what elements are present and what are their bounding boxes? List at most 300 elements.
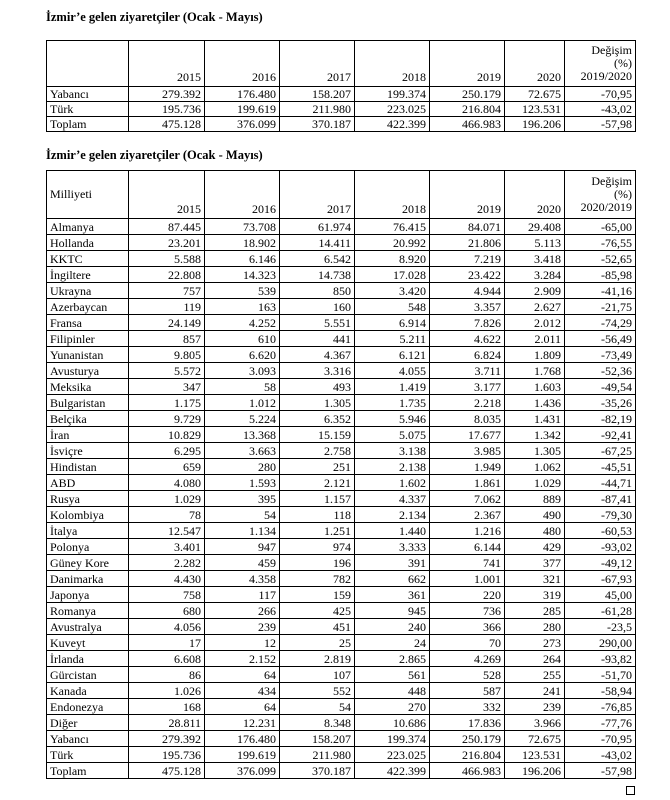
row-label-cell: İtalya — [47, 523, 129, 539]
value-cell: 20.992 — [355, 235, 430, 251]
row-label-cell: Japonya — [47, 587, 129, 603]
value-cell: 21.806 — [430, 235, 505, 251]
value-cell: 23.422 — [430, 267, 505, 283]
table-row — [47, 315, 636, 331]
value-cell: 480 — [505, 523, 565, 539]
value-cell: 1.593 — [205, 475, 280, 491]
value-cell: 5.946 — [355, 411, 430, 427]
row-label-cell: Azerbaycan — [47, 299, 129, 315]
value-cell: 552 — [280, 683, 355, 699]
table-row — [47, 299, 636, 315]
value-cell: 3.284 — [505, 267, 565, 283]
value-cell: 3.316 — [280, 363, 355, 379]
value-cell: 10.686 — [355, 715, 430, 731]
value-cell: 28.811 — [129, 715, 205, 731]
value-cell: 475.128 — [129, 763, 205, 779]
value-cell: 1.305 — [280, 395, 355, 411]
row-label-cell: Kolombiya — [47, 507, 129, 523]
row-label-cell: Romanya — [47, 603, 129, 619]
value-cell: 25 — [280, 635, 355, 651]
row-label-cell: Avustralya — [47, 619, 129, 635]
row-label-cell: ABD — [47, 475, 129, 491]
value-cell: 17.677 — [430, 427, 505, 443]
year-header-cell: 2020 — [505, 41, 565, 87]
value-cell: 1.216 — [430, 523, 505, 539]
value-cell: 662 — [355, 571, 430, 587]
value-cell: 2.218 — [430, 395, 505, 411]
table-row — [47, 251, 636, 267]
value-cell: 13.368 — [205, 427, 280, 443]
value-cell: 196.206 — [505, 117, 565, 132]
table-row — [47, 731, 636, 747]
value-cell: 6.542 — [280, 251, 355, 267]
value-cell: 539 — [205, 283, 280, 299]
value-cell: 889 — [505, 491, 565, 507]
value-cell: 14.738 — [280, 267, 355, 283]
change-cell: -57,98 — [565, 763, 636, 779]
value-cell: 1.026 — [129, 683, 205, 699]
value-cell: 64 — [205, 667, 280, 683]
value-cell: 6.146 — [205, 251, 280, 267]
value-cell: 195.736 — [129, 102, 205, 117]
value-cell: 1.603 — [505, 379, 565, 395]
row-label-cell: İngiltere — [47, 267, 129, 283]
value-cell: 123.531 — [505, 747, 565, 763]
value-cell: 857 — [129, 331, 205, 347]
table-row — [47, 219, 636, 235]
row-label-cell: Meksika — [47, 379, 129, 395]
change-cell: -73,49 — [565, 347, 636, 363]
value-cell: 163 — [205, 299, 280, 315]
value-cell: 1.305 — [505, 443, 565, 459]
value-cell: 211.980 — [280, 102, 355, 117]
table-row — [47, 603, 636, 619]
value-cell: 216.804 — [430, 747, 505, 763]
value-cell: 395 — [205, 491, 280, 507]
table-row — [47, 651, 636, 667]
change-cell: -61,28 — [565, 603, 636, 619]
value-cell: 425 — [280, 603, 355, 619]
value-cell: 223.025 — [355, 102, 430, 117]
value-cell: 1.768 — [505, 363, 565, 379]
year-header-cell: 2017 — [280, 171, 355, 219]
value-cell: 24 — [355, 635, 430, 651]
value-cell: 14.323 — [205, 267, 280, 283]
table-row — [47, 571, 636, 587]
row-label-cell: Yabancı — [47, 87, 129, 102]
value-cell: 2.121 — [280, 475, 355, 491]
value-cell: 2.138 — [355, 459, 430, 475]
value-cell: 1.251 — [280, 523, 355, 539]
value-cell: 12.231 — [205, 715, 280, 731]
value-cell: 3.418 — [505, 251, 565, 267]
value-cell: 5.075 — [355, 427, 430, 443]
table-row — [47, 715, 636, 731]
value-cell: 15.159 — [280, 427, 355, 443]
value-cell: 199.619 — [205, 102, 280, 117]
value-cell: 370.187 — [280, 763, 355, 779]
value-cell: 782 — [280, 571, 355, 587]
value-cell: 73.708 — [205, 219, 280, 235]
value-cell: 76.415 — [355, 219, 430, 235]
value-cell: 6.352 — [280, 411, 355, 427]
value-cell: 17.028 — [355, 267, 430, 283]
value-cell: 280 — [205, 459, 280, 475]
value-cell: 2.012 — [505, 315, 565, 331]
value-cell: 3.401 — [129, 539, 205, 555]
year-header-cell: 2015 — [129, 41, 205, 87]
value-cell: 1.062 — [505, 459, 565, 475]
change-cell: -67,93 — [565, 571, 636, 587]
value-cell: 2.152 — [205, 651, 280, 667]
value-cell: 6.144 — [430, 539, 505, 555]
value-cell: 587 — [430, 683, 505, 699]
value-cell: 448 — [355, 683, 430, 699]
table-row — [47, 117, 636, 132]
value-cell: 199.374 — [355, 731, 430, 747]
value-cell: 422.399 — [355, 117, 430, 132]
value-cell: 2.011 — [505, 331, 565, 347]
page-corner-mark — [626, 786, 635, 795]
value-cell: 216.804 — [430, 102, 505, 117]
change-cell: -77,76 — [565, 715, 636, 731]
corner-header-cell — [47, 41, 129, 87]
table-row — [47, 411, 636, 427]
row-label-cell: Hollanda — [47, 235, 129, 251]
value-cell: 370.187 — [280, 117, 355, 132]
value-cell: 22.808 — [129, 267, 205, 283]
year-header-cell: 2018 — [355, 41, 430, 87]
year-header-cell: 2016 — [205, 171, 280, 219]
value-cell: 12 — [205, 635, 280, 651]
value-cell: 270 — [355, 699, 430, 715]
change-cell: -49,54 — [565, 379, 636, 395]
year-header-cell: 2018 — [355, 171, 430, 219]
value-cell: 4.358 — [205, 571, 280, 587]
change-cell: -74,29 — [565, 315, 636, 331]
value-cell: 376.099 — [205, 763, 280, 779]
value-cell: 490 — [505, 507, 565, 523]
year-header-cell: 2016 — [205, 41, 280, 87]
value-cell: 6.824 — [430, 347, 505, 363]
change-cell: -41,16 — [565, 283, 636, 299]
year-header-cell: 2017 — [280, 41, 355, 87]
value-cell: 2.282 — [129, 555, 205, 571]
value-cell: 9.805 — [129, 347, 205, 363]
value-cell: 974 — [280, 539, 355, 555]
value-cell: 1.157 — [280, 491, 355, 507]
value-cell: 72.675 — [505, 731, 565, 747]
row-label-cell: Fransa — [47, 315, 129, 331]
value-cell: 6.121 — [355, 347, 430, 363]
value-cell: 273 — [505, 635, 565, 651]
row-label-cell: Avusturya — [47, 363, 129, 379]
change-cell: -52,65 — [565, 251, 636, 267]
value-cell: 87.445 — [129, 219, 205, 235]
value-cell: 10.829 — [129, 427, 205, 443]
value-cell: 158.207 — [280, 87, 355, 102]
value-cell: 391 — [355, 555, 430, 571]
change-cell: -92,41 — [565, 427, 636, 443]
value-cell: 6.608 — [129, 651, 205, 667]
row-label-cell: Toplam — [47, 763, 129, 779]
table-row — [47, 283, 636, 299]
value-cell: 17 — [129, 635, 205, 651]
value-cell: 117 — [205, 587, 280, 603]
value-cell: 239 — [205, 619, 280, 635]
value-cell: 176.480 — [205, 87, 280, 102]
change-header-line: Değişim — [591, 174, 632, 188]
value-cell: 158.207 — [280, 731, 355, 747]
table-row — [47, 523, 636, 539]
table-row — [47, 491, 636, 507]
value-cell: 4.055 — [355, 363, 430, 379]
value-cell: 279.392 — [129, 731, 205, 747]
change-cell: -35,26 — [565, 395, 636, 411]
year-header-cell: 2019 — [430, 171, 505, 219]
table-row — [47, 619, 636, 635]
value-cell: 459 — [205, 555, 280, 571]
value-cell: 4.337 — [355, 491, 430, 507]
change-cell: -79,30 — [565, 507, 636, 523]
value-cell: 54 — [205, 507, 280, 523]
value-cell: 1.029 — [505, 475, 565, 491]
change-header-cell — [565, 41, 636, 87]
value-cell: 70 — [430, 635, 505, 651]
value-cell: 947 — [205, 539, 280, 555]
value-cell: 422.399 — [355, 763, 430, 779]
value-cell: 5.572 — [129, 363, 205, 379]
visitors-by-nationality-table — [46, 170, 636, 779]
value-cell: 1.809 — [505, 347, 565, 363]
change-cell: -60,53 — [565, 523, 636, 539]
value-cell: 1.440 — [355, 523, 430, 539]
value-cell: 6.620 — [205, 347, 280, 363]
table-row — [47, 347, 636, 363]
value-cell: 4.622 — [430, 331, 505, 347]
value-cell: 758 — [129, 587, 205, 603]
value-cell: 195.736 — [129, 747, 205, 763]
table-row — [47, 267, 636, 283]
value-cell: 264 — [505, 651, 565, 667]
value-cell: 5.211 — [355, 331, 430, 347]
value-cell: 119 — [129, 299, 205, 315]
change-cell: 45,00 — [565, 587, 636, 603]
value-cell: 377 — [505, 555, 565, 571]
change-cell: -43,02 — [565, 102, 636, 117]
value-cell: 548 — [355, 299, 430, 315]
row-label-cell: Filipinler — [47, 331, 129, 347]
value-cell: 17.836 — [430, 715, 505, 731]
value-cell: 64 — [205, 699, 280, 715]
row-label-cell: İrlanda — [47, 651, 129, 667]
value-cell: 220 — [430, 587, 505, 603]
value-cell: 361 — [355, 587, 430, 603]
value-cell: 1.419 — [355, 379, 430, 395]
value-cell: 5.551 — [280, 315, 355, 331]
value-cell: 8.348 — [280, 715, 355, 731]
change-cell: -65,00 — [565, 219, 636, 235]
change-cell: -44,71 — [565, 475, 636, 491]
row-label-cell: Güney Kore — [47, 555, 129, 571]
value-cell: 14.411 — [280, 235, 355, 251]
value-cell: 8.035 — [430, 411, 505, 427]
value-cell: 196.206 — [505, 763, 565, 779]
value-cell: 4.252 — [205, 315, 280, 331]
value-cell: 12.547 — [129, 523, 205, 539]
change-cell: -49,12 — [565, 555, 636, 571]
change-cell: -52,36 — [565, 363, 636, 379]
change-header-line: (%) — [614, 56, 632, 70]
year-header-cell: 2020 — [505, 171, 565, 219]
row-label-cell: Almanya — [47, 219, 129, 235]
value-cell: 434 — [205, 683, 280, 699]
table-row — [47, 102, 636, 117]
table-row — [47, 475, 636, 491]
value-cell: 6.914 — [355, 315, 430, 331]
value-cell: 1.436 — [505, 395, 565, 411]
value-cell: 61.974 — [280, 219, 355, 235]
value-cell: 239 — [505, 699, 565, 715]
value-cell: 1.029 — [129, 491, 205, 507]
value-cell: 23.201 — [129, 235, 205, 251]
value-cell: 3.420 — [355, 283, 430, 299]
value-cell: 160 — [280, 299, 355, 315]
value-cell: 680 — [129, 603, 205, 619]
table-row — [47, 235, 636, 251]
value-cell: 4.056 — [129, 619, 205, 635]
value-cell: 7.826 — [430, 315, 505, 331]
table-row — [47, 363, 636, 379]
row-label-cell: Yunanistan — [47, 347, 129, 363]
value-cell: 3.093 — [205, 363, 280, 379]
change-cell: -93,02 — [565, 539, 636, 555]
table-row — [47, 87, 636, 102]
value-cell: 5.113 — [505, 235, 565, 251]
value-cell: 466.983 — [430, 117, 505, 132]
change-cell: -23,5 — [565, 619, 636, 635]
value-cell: 223.025 — [355, 747, 430, 763]
value-cell: 2.134 — [355, 507, 430, 523]
table-row — [47, 379, 636, 395]
value-cell: 250.179 — [430, 87, 505, 102]
value-cell: 8.920 — [355, 251, 430, 267]
value-cell: 2.758 — [280, 443, 355, 459]
change-cell: -85,98 — [565, 267, 636, 283]
value-cell: 1.949 — [430, 459, 505, 475]
change-cell: -21,75 — [565, 299, 636, 315]
value-cell: 757 — [129, 283, 205, 299]
value-cell: 1.861 — [430, 475, 505, 491]
row-label-cell: Ukrayna — [47, 283, 129, 299]
value-cell: 84.071 — [430, 219, 505, 235]
value-cell: 255 — [505, 667, 565, 683]
table-row — [47, 507, 636, 523]
value-cell: 3.985 — [430, 443, 505, 459]
value-cell: 2.819 — [280, 651, 355, 667]
value-cell: 3.357 — [430, 299, 505, 315]
table-row — [47, 395, 636, 411]
value-cell: 240 — [355, 619, 430, 635]
value-cell: 475.128 — [129, 117, 205, 132]
table-row — [47, 635, 636, 651]
value-cell: 7.219 — [430, 251, 505, 267]
value-cell: 6.295 — [129, 443, 205, 459]
table-row — [47, 443, 636, 459]
change-cell: -93,82 — [565, 651, 636, 667]
value-cell: 176.480 — [205, 731, 280, 747]
row-label-cell: KKTC — [47, 251, 129, 267]
row-label-cell: Türk — [47, 747, 129, 763]
value-cell: 1.342 — [505, 427, 565, 443]
value-cell: 86 — [129, 667, 205, 683]
change-header-cell — [565, 171, 636, 219]
change-cell: -43,02 — [565, 747, 636, 763]
change-header-line: (%) — [614, 187, 632, 201]
change-cell: -58,94 — [565, 683, 636, 699]
row-label-cell: Endonezya — [47, 699, 129, 715]
value-cell: 429 — [505, 539, 565, 555]
change-cell: -76,85 — [565, 699, 636, 715]
row-label-cell: İran — [47, 427, 129, 443]
year-header-cell: 2015 — [129, 171, 205, 219]
value-cell: 332 — [430, 699, 505, 715]
change-cell: -82,19 — [565, 411, 636, 427]
change-cell: -87,41 — [565, 491, 636, 507]
value-cell: 4.269 — [430, 651, 505, 667]
value-cell: 5.588 — [129, 251, 205, 267]
value-cell: 1.134 — [205, 523, 280, 539]
value-cell: 319 — [505, 587, 565, 603]
table-row — [47, 747, 636, 763]
value-cell: 321 — [505, 571, 565, 587]
change-header-line: 2020/2019 — [580, 200, 632, 214]
value-cell: 123.531 — [505, 102, 565, 117]
change-header-line: Değişim — [591, 43, 632, 57]
row-label-cell: Toplam — [47, 117, 129, 132]
table2-title: İzmir’e gelen ziyaretçiler (Ocak - Mayıs) — [46, 148, 263, 162]
table-row — [47, 555, 636, 571]
value-cell: 1.001 — [430, 571, 505, 587]
value-cell: 466.983 — [430, 763, 505, 779]
table-row — [47, 459, 636, 475]
value-cell: 266 — [205, 603, 280, 619]
value-cell: 196 — [280, 555, 355, 571]
change-cell: 290,00 — [565, 635, 636, 651]
value-cell: 3.333 — [355, 539, 430, 555]
table-row — [47, 683, 636, 699]
value-cell: 4.944 — [430, 283, 505, 299]
value-cell: 4.430 — [129, 571, 205, 587]
value-cell: 493 — [280, 379, 355, 395]
value-cell: 199.374 — [355, 87, 430, 102]
change-cell: -45,51 — [565, 459, 636, 475]
value-cell: 211.980 — [280, 747, 355, 763]
row-label-cell: Yabancı — [47, 731, 129, 747]
value-cell: 280 — [505, 619, 565, 635]
value-cell: 3.138 — [355, 443, 430, 459]
row-label-cell: Polonya — [47, 539, 129, 555]
row-label-cell: Belçika — [47, 411, 129, 427]
value-cell: 159 — [280, 587, 355, 603]
value-cell: 736 — [430, 603, 505, 619]
value-cell: 659 — [129, 459, 205, 475]
value-cell: 1.431 — [505, 411, 565, 427]
value-cell: 199.619 — [205, 747, 280, 763]
row-label-cell: Hindistan — [47, 459, 129, 475]
value-cell: 3.966 — [505, 715, 565, 731]
visitors-summary-table — [46, 40, 636, 132]
